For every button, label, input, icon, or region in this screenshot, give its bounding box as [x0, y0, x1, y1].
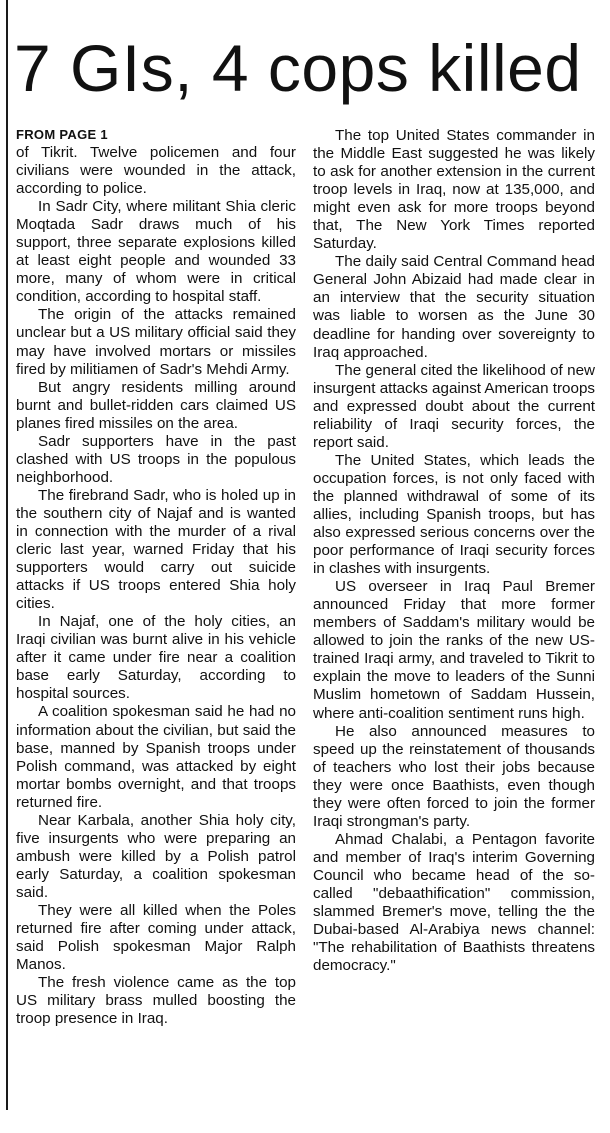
- paragraph: In Sadr City, where militant Shia cleric Moqtada Sadr draws much of his support, three separate explosions killed at least eight people and wounded 33 more, many of whom were in critical condition, according to hospital staff.: [16, 198, 296, 306]
- paragraph: The fresh violence came as the top US military brass mulled boosting the troop presence in Iraq.: [16, 974, 296, 1028]
- paragraph: The origin of the attacks remained unclear but a US military official said they may have involved mortars or missiles fired by militiamen of Sadr's Mehdi Army.: [16, 306, 296, 378]
- paragraph: of Tikrit. Twelve policemen and four civilians were wounded in the attack, according to police.: [16, 144, 296, 198]
- left-column: [16, 126, 296, 1028]
- paragraph: In Najaf, one of the holy cities, an Iraqi civilian was burnt alive in his vehicle after it came under fire near a coalition base early Saturday, according to hospital sources.: [16, 613, 296, 703]
- paragraph: He also announced measures to speed up the reinstatement of thousands of teachers who lost their jobs because they were once Baathists, even though they were often forced to join the former Iraqi strongman's party.: [313, 722, 595, 830]
- paragraph: Ahmad Chalabi, a Pentagon favorite and member of Iraq's interim Governing Council who became head of the so-called "debaathification" commission, slammed Bremer's move, telling the the Dubai-based Al-Arabiya news channel: "The rehabilitation of Baathists threatens democracy.": [313, 830, 595, 975]
- paragraph: The daily said Central Command head General John Abizaid had made clear in an interview that the security situation was liable to worsen as the June 30 deadline for handing over sovereignty to Iraq approached.: [313, 253, 595, 361]
- paragraph: The top United States commander in the Middle East suggested he was likely to ask for another extension in the current troop levels in Iraq, now at 135,000, and might even ask for more troops beyond that, The New York Times reported Saturday.: [313, 127, 595, 253]
- headline: 7 GIs, 4 cops killed: [14, 31, 582, 105]
- right-column: [313, 127, 595, 975]
- paragraph: The United States, which leads the occupation forces, is not only faced with the planned withdrawal of some of its allies, including Spanish troops, but has also expressed serious concerns over the poor performance of Iraqi security forces in clashes with insurgents.: [313, 451, 595, 578]
- paragraph: But angry residents milling around burnt and bullet-ridden cars claimed US planes fired missiles on the area.: [16, 378, 296, 432]
- paragraph: The firebrand Sadr, who is holed up in the southern city of Najaf and is wanted in connection with the murder of a rival cleric last year, warned Friday that his supporters would carry out suicide attacks if US troops entered Shia holy cities.: [16, 486, 296, 613]
- paragraph: They were all killed when the Poles returned fire after coming under attack, said Polish spokesman Major Ralph Manos.: [16, 901, 296, 974]
- paragraph: Near Karbala, another Shia holy city, five insurgents who were preparing an ambush were killed by a Polish patrol early Saturday, a coalition spokesman said.: [16, 811, 296, 901]
- paragraph: Sadr supporters have in the past clashed with US troops in the populous neighborhood.: [16, 432, 296, 486]
- kicker: FROM PAGE 1: [16, 127, 108, 142]
- column-rule: [6, 0, 8, 1110]
- paragraph: US overseer in Iraq Paul Bremer announced Friday that more former members of Saddam's military would be allowed to join the ranks of the new US-trained Iraqi army, and traveled to Tikrit to explain the move to leaders of the Sunni Muslim hometown of Saddam Hussein, where anti-coalition sentiment runs high.: [313, 578, 595, 722]
- paragraph: A coalition spokesman said he had no information about the civilian, but said the base, manned by Spanish troops under Polish command, was attacked by eight mortar bombs overnight, and that troops returned fire.: [16, 703, 296, 811]
- paragraph: The general cited the likelihood of new insurgent attacks against American troops and expressed doubt about the current reliability of Iraqi security forces, the report said.: [313, 361, 595, 451]
